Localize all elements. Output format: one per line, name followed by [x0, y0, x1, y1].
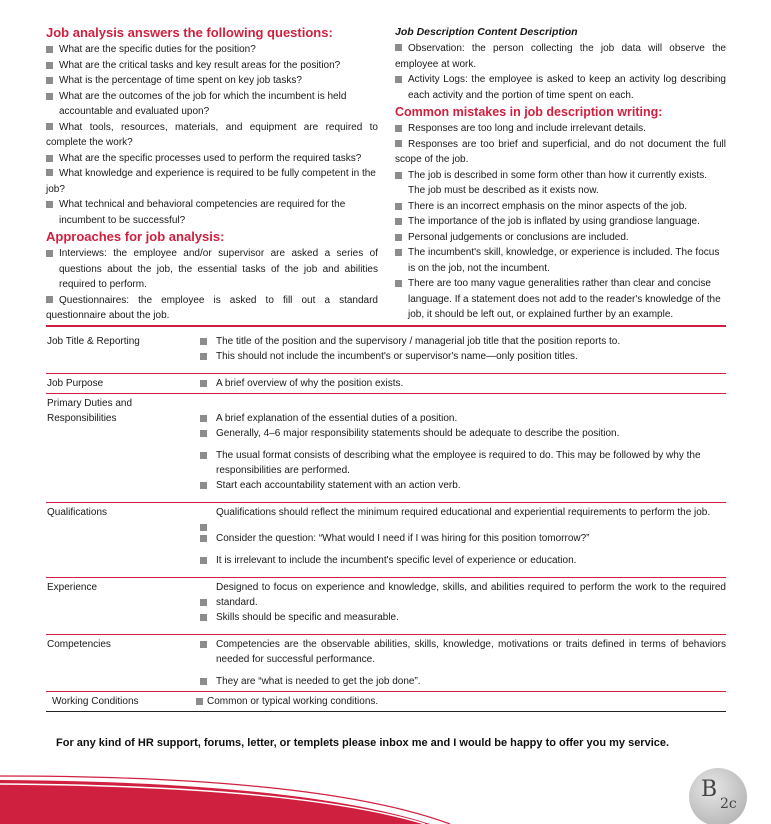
- square-bullet-icon: [200, 557, 207, 564]
- square-bullet-icon: [395, 249, 402, 256]
- square-bullet-icon: [200, 353, 207, 360]
- square-bullet-icon: [200, 535, 207, 542]
- row-line: Skills should be specific and measurable.: [196, 610, 726, 625]
- square-bullet-icon: [46, 123, 53, 130]
- question-item: What tools, resources, materials, and equipment are required to complete the work?: [46, 121, 378, 148]
- row-label: Working Conditions: [46, 692, 196, 712]
- b2c-logo-icon: [689, 768, 747, 824]
- mistake-item: There are too many vague generalities rather than clear and concise language. If a statement does not add to the reader's knowledge of the job, it should be left out, or explained further by an example.: [395, 276, 726, 323]
- mistake-item: Responses are too long and include irrelevant details.: [395, 121, 726, 137]
- approaches-heading: Approaches for job analysis:: [46, 229, 225, 244]
- square-bullet-icon: [395, 76, 402, 83]
- row-line: Designed to focus on experience and knowledge, skills, and abilities required to perform the work to the required standard.: [196, 580, 726, 610]
- square-bullet-icon: [46, 155, 53, 162]
- row-line: A brief overview of why the position exists.: [196, 376, 726, 391]
- logo-sub-text: 2c: [720, 796, 737, 812]
- row-line: Qualifications should reflect the minimum required educational and experiential requirements to perform the job.: [196, 505, 726, 531]
- square-bullet-icon: [395, 234, 402, 241]
- row-line: A brief explanation of the essential duties of a position.: [196, 411, 726, 426]
- section-divider: [46, 325, 726, 327]
- square-bullet-icon: [200, 482, 207, 489]
- square-bullet-icon: [200, 614, 207, 621]
- table-row: [46, 578, 726, 635]
- square-bullet-icon: [46, 201, 53, 208]
- job-analysis-column: [46, 24, 378, 324]
- row-line: The title of the position and the supervisory / managerial job title that the position reports to.: [196, 334, 726, 349]
- square-bullet-icon: [46, 169, 53, 176]
- table-row: [46, 692, 726, 712]
- square-bullet-icon: [46, 93, 53, 100]
- row-content: [196, 578, 726, 635]
- question-item: What technical and behavioral competencies are required for the incumbent to be successful?: [46, 197, 378, 228]
- row-label: Qualifications: [46, 503, 196, 578]
- row-label: Experience: [46, 578, 196, 635]
- table-row: [46, 374, 726, 394]
- square-bullet-icon: [395, 44, 402, 51]
- row-content: [196, 394, 726, 503]
- row-label: Competencies: [46, 635, 196, 692]
- square-bullet-icon: [200, 430, 207, 437]
- logo-main-text: B: [701, 777, 718, 802]
- question-item: What are the specific processes used to perform the required tasks?: [46, 151, 378, 167]
- square-bullet-icon: [200, 641, 207, 648]
- row-content: [196, 692, 726, 712]
- mistake-item: The incumbent's skill, knowledge, or experience is included. The focus is on the job, not the incumbent.: [395, 245, 726, 276]
- square-bullet-icon: [200, 678, 207, 685]
- content-item: Activity Logs: the employee is asked to keep an activity log describing each activity and the portion of time spent on each.: [395, 72, 726, 103]
- question-item: What is the percentage of time spent on key job tasks?: [46, 73, 378, 89]
- job-description-table: [46, 332, 726, 712]
- mistake-item: There is an incorrect emphasis on the minor aspects of the job.: [395, 199, 726, 215]
- square-bullet-icon: [395, 172, 402, 179]
- row-content: [196, 503, 726, 578]
- content-item: Observation: the person collecting the job data will observe the employee at work.: [395, 43, 726, 70]
- question-item: What are the specific duties for the position?: [46, 42, 378, 58]
- square-bullet-icon: [46, 46, 53, 53]
- square-bullet-icon: [395, 280, 402, 287]
- row-line: This should not include the incumbent's or supervisor's name—only position titles.: [196, 349, 726, 364]
- square-bullet-icon: [200, 338, 207, 345]
- square-bullet-icon: [200, 415, 207, 422]
- table-row: [46, 332, 726, 374]
- job-description-column: [395, 24, 726, 323]
- row-line: Competencies are the observable abilities, skills, knowledge, motivations or traits defined in terms of behaviors needed for successful performance.: [196, 637, 726, 667]
- row-content: [196, 635, 726, 692]
- square-bullet-icon: [395, 140, 402, 147]
- square-bullet-icon: [200, 452, 207, 459]
- question-item: What are the critical tasks and key result areas for the position?: [46, 58, 378, 74]
- row-line: Common or typical working conditions.: [196, 694, 726, 709]
- square-bullet-icon: [200, 380, 207, 387]
- square-bullet-icon: [46, 250, 53, 257]
- job-analysis-heading: Job analysis answers the following questions:: [46, 25, 333, 40]
- square-bullet-icon: [395, 218, 402, 225]
- square-bullet-icon: [46, 62, 53, 69]
- row-label: Primary Duties and Responsibilities: [46, 394, 196, 503]
- approach-item: Questionnaires: the employee is asked to fill out a standard questionnaire about the job.: [46, 294, 378, 321]
- row-line: They are “what is needed to get the job done”.: [196, 674, 726, 689]
- table-row: [46, 503, 726, 578]
- mistake-item: The importance of the job is inflated by using grandiose language.: [395, 214, 726, 230]
- row-line: Start each accountability statement with an action verb.: [196, 478, 726, 493]
- row-line: It is irrelevant to include the incumbent's specific level of experience or education.: [196, 553, 726, 568]
- question-item: What are the outcomes of the job for which the incumbent is held accountable and evaluated upon?: [46, 89, 378, 120]
- table-row: [46, 635, 726, 692]
- row-line: Generally, 4–6 major responsibility statements should be adequate to describe the position.: [196, 426, 726, 441]
- common-mistakes-heading: Common mistakes in job description writing:: [395, 105, 663, 119]
- square-bullet-icon: [46, 296, 53, 303]
- question-item: What knowledge and experience is required to be fully competent in the job?: [46, 168, 376, 195]
- row-content: [196, 374, 726, 394]
- approach-item: Interviews: the employee and/or supervisor are asked a series of questions about the job, the essential tasks of the job and abilities required to perform.: [46, 246, 378, 293]
- square-bullet-icon: [395, 125, 402, 132]
- row-label: Job Purpose: [46, 374, 196, 394]
- row-content: [196, 332, 726, 374]
- mistake-item: Responses are too brief and superficial, and do not document the full scope of the job.: [395, 138, 726, 165]
- content-description-heading: Job Description Content Description: [395, 26, 578, 38]
- row-line: Consider the question: “What would I need if I was hiring for this position tomorrow?”: [196, 531, 726, 546]
- footer-banner: [0, 770, 771, 824]
- square-bullet-icon: [395, 203, 402, 210]
- row-label: Job Title & Reporting: [46, 332, 196, 374]
- table-row: [46, 394, 726, 503]
- mistake-item: Personal judgements or conclusions are included.: [395, 230, 726, 246]
- square-bullet-icon: [200, 599, 207, 606]
- square-bullet-icon: [46, 77, 53, 84]
- square-bullet-icon: [196, 698, 203, 705]
- row-line: The usual format consists of describing what the employee is required to do. This may be followed by why the responsibilities are performed.: [196, 448, 726, 478]
- footer-note: For any kind of HR support, forums, letter, or templets please inbox me and I would be happy to offer you my service.: [56, 737, 670, 749]
- square-bullet-icon: [200, 524, 207, 531]
- mistake-item: The job is described in some form other than how it currently exists. The job must be described as it exists now.: [395, 168, 726, 199]
